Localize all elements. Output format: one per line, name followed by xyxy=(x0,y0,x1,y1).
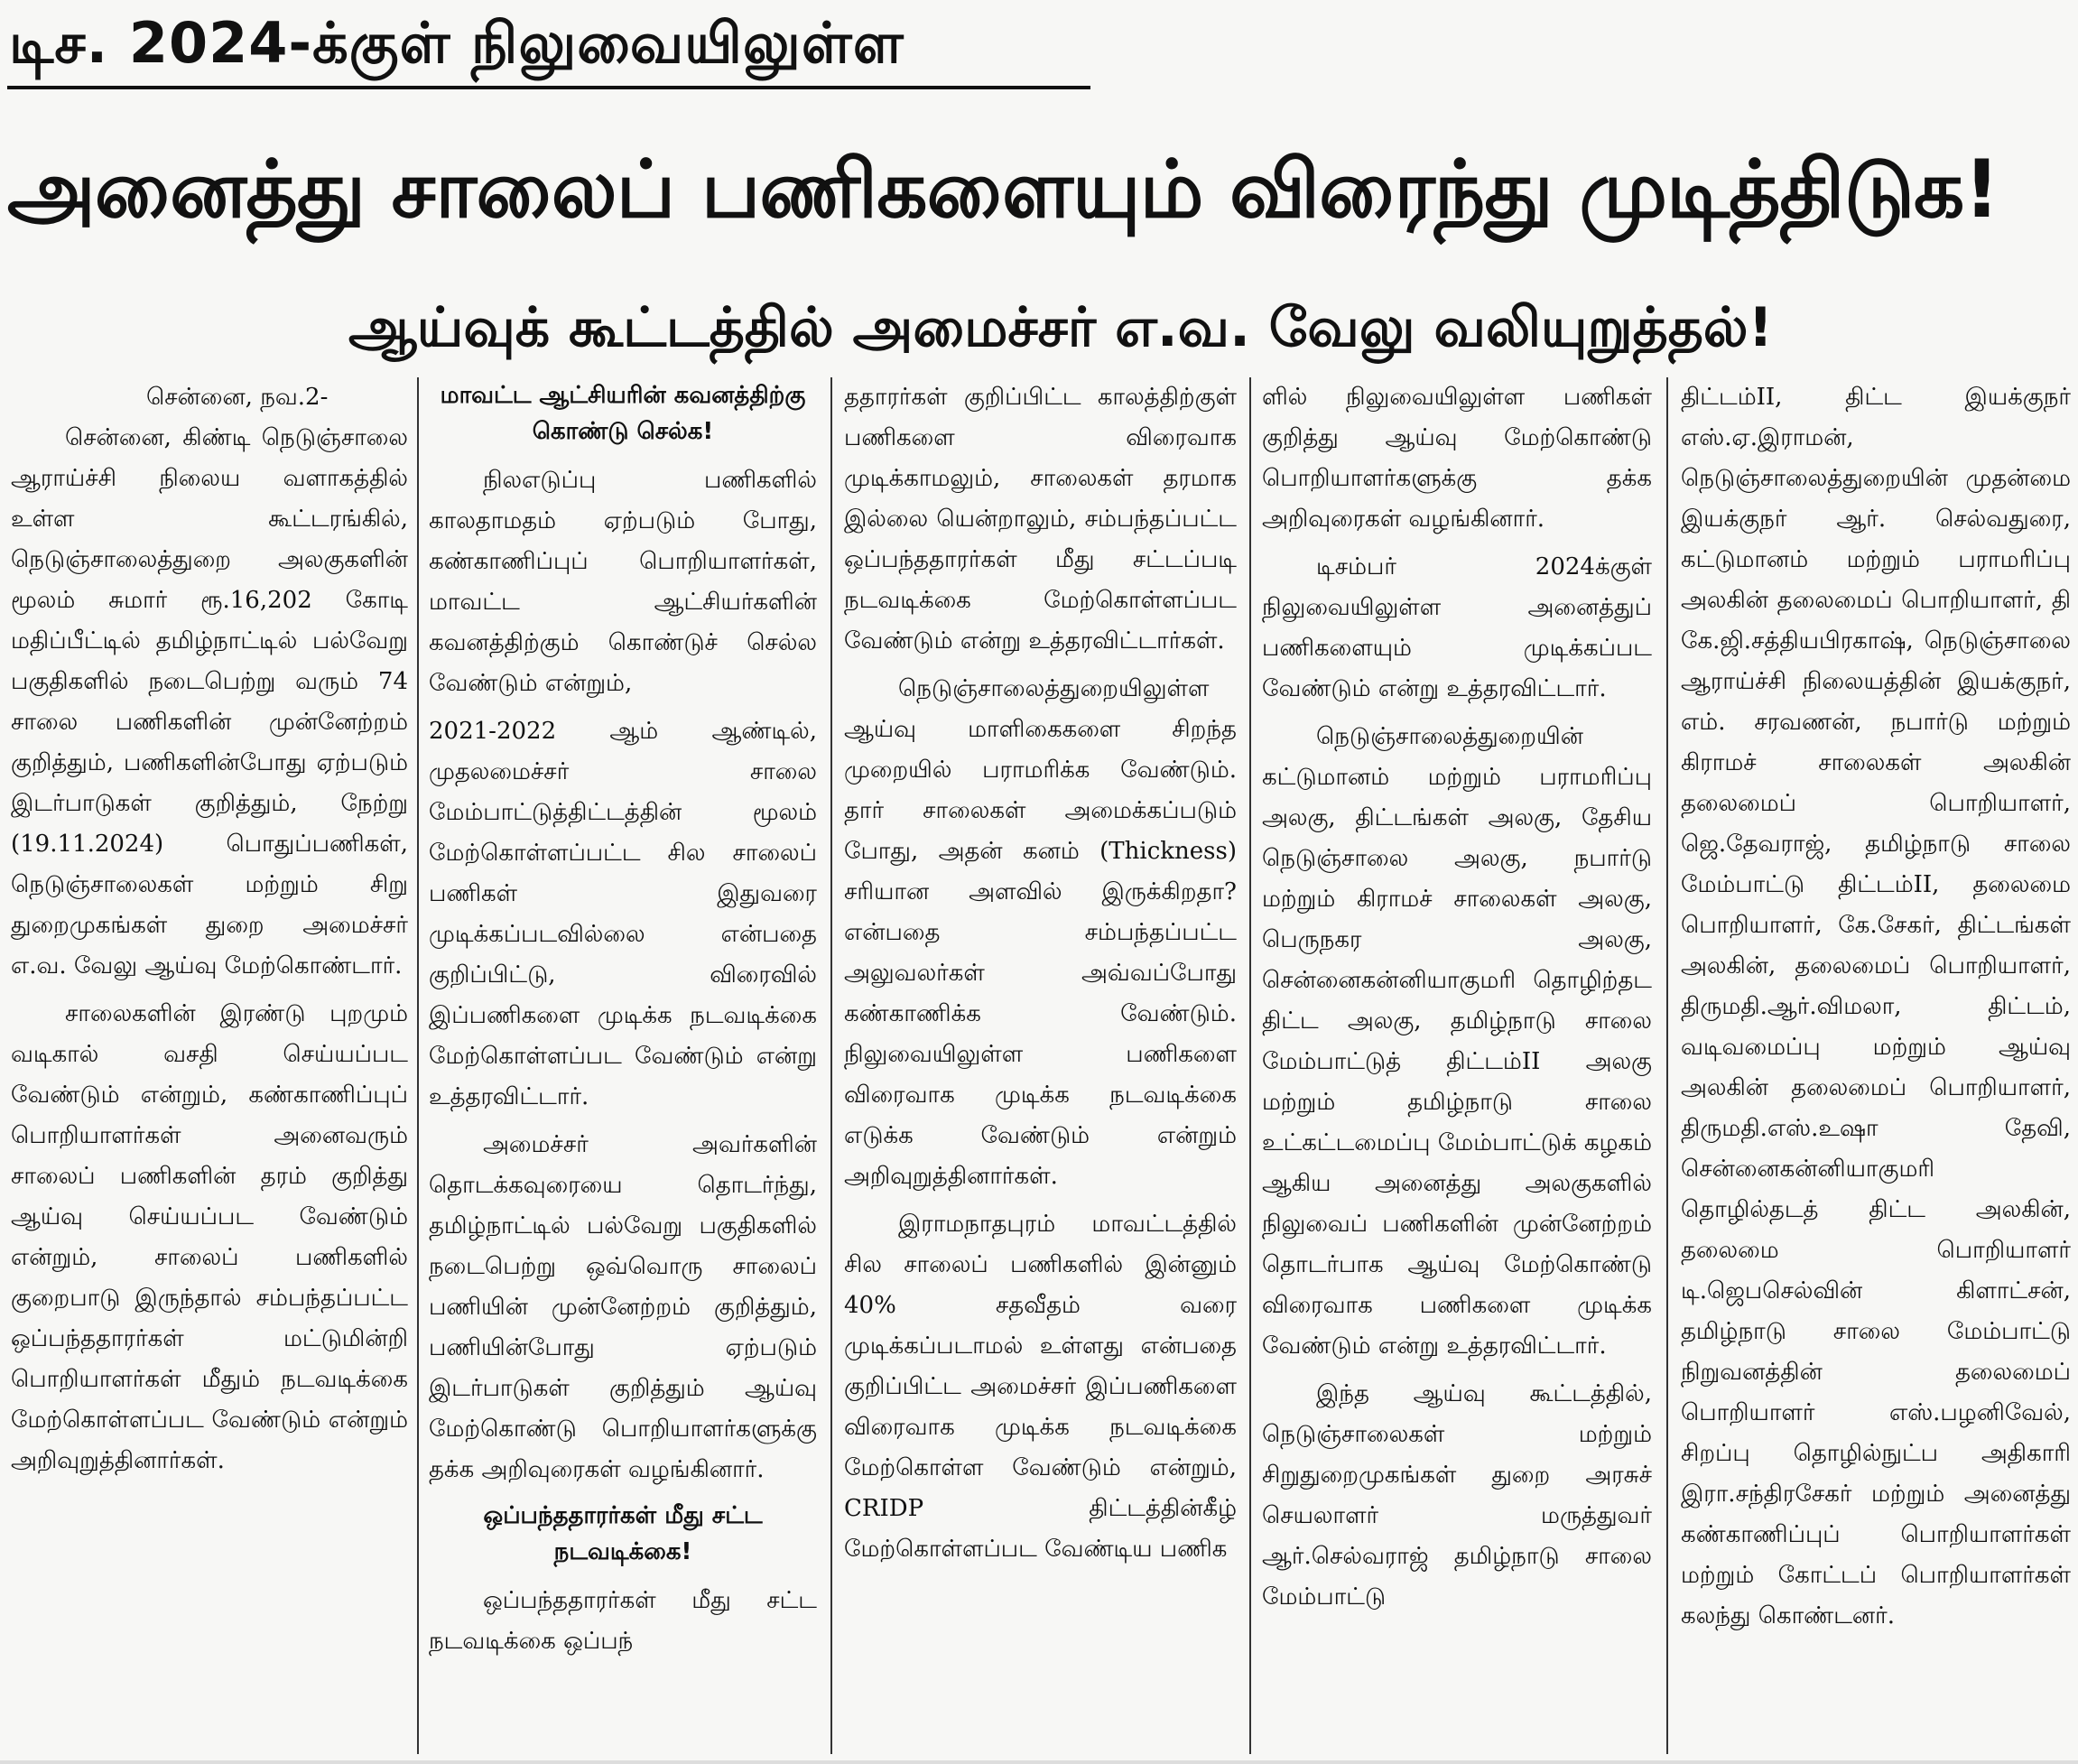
paragraph: ததாரர்கள் குறிப்பிட்ட காலத்திற்குள் பணிகளை விரைவாக முடிக்காமலும், சாலைகள் தரமாக இல்லை யென்றாலும், சம்பந்தப்பட்ட ஒப்பந்ததாரர்கள் மீது சட்டப்படி நடவடிக்கை மேற்கொள்ளப்பட வேண்டும் என்று உத்தரவிட்டார்கள். xyxy=(844,384,1237,655)
kicker-headline: டிச. 2024-க்குள் நிலுவையிலுள்ள xyxy=(9,10,904,76)
section-subheading: மாவட்ட ஆட்சியரின் கவனத்திற்கு கொண்டு செல்க! xyxy=(440,382,806,445)
paragraph: திட்டம்II, திட்ட இயக்குநர் எஸ்.ஏ.இராமன், நெடுஞ்சாலைத்துறையின் முதன்மை இயக்குநர் ஆர். செல்வதுரை, கட்டுமானம் மற்றும் பராமரிப்பு அலகின் தலைமைப் பொறியாளர், தி கே.ஜி.சத்தியபிரகாஷ், நெடுஞ்சாலை ஆராய்ச்சி நிலையத்தின் இயக்குநர், எம். சரவணன், நபார்டு மற்றும் கிராமச் சாலைகள் அலகின் தலைமைப் பொறியாளர், ஜெ.தேவராஜ், தமிழ்நாடு சாலை மேம்பாட்டு திட்டம்II, தலைமை பொறியாளர், கே.சேகர், திட்டங்கள் அலகின், தலைமைப் பொறியாளர், திருமதி.ஆர்.விமலா, திட்டம், வடிவமைப்பு மற்றும் ஆய்வு அலகின் தலைமைப் பொறியாளர், திருமதி.எஸ்.உஷா தேவி, சென்னைகன்னியாகுமரி தொழில்தடத் திட்ட அலகின், தலைமை பொறியாளர் டி.ஜெபசெல்வின் கிளாட்சன், தமிழ்நாடு சாலை மேம்பாட்டு நிறுவனத்தின் தலைமைப் பொறியாளர் எஸ்.பழனிவேல், சிறப்பு தொழில்நுட்ப அதிகாரி இரா.சந்திரசேகர் மற்றும் அனைத்து கண்காணிப்புப் பொறியாளர்கள் மற்றும் கோட்டப் பொறியாளர்கள் கலந்து கொண்டனர். xyxy=(1681,384,2071,1629)
section-subheading: ஒப்பந்ததாரர்கள் மீது சட்ட நடவடிக்கை! xyxy=(483,1502,763,1565)
page-bottom-edge xyxy=(0,1760,2078,1764)
article-column-2 xyxy=(429,377,817,1759)
paragraph: ஒப்பந்ததாரர்கள் மீது சட்ட நடவடிக்கை ஒப்பந் xyxy=(429,1587,817,1655)
paragraph: நிலஎடுப்பு பணிகளில் காலதாமதம் ஏற்படும் போது, கண்காணிப்புப் பொறியாளர்கள், மாவட்ட ஆட்சியர்களின் கவனத்திற்கும் கொண்டுச் செல்ல வேண்டும் என்றும், xyxy=(429,467,817,697)
sub-headline: ஆய்வுக் கூட்டத்தில் அமைச்சர் எ.வ. வேலு வலியுறுத்தல்! xyxy=(348,296,1773,359)
paragraph: இந்த ஆய்வு கூட்டத்தில், நெடுஞ்சாலைகள் மற்றும் சிறுதுறைமுகங்கள் துறை அரசுச் செயலாளர் மருத்துவர் ஆர்.செல்வராஜ் தமிழ்நாடு சாலை மேம்பாட்டு xyxy=(1262,1380,1652,1611)
paragraph: டிசம்பர் 2024க்குள் நிலுவையிலுள்ள அனைத்துப் பணிகளையும் முடிக்கப்பட வேண்டும் என்று உத்தரவிட்டார். xyxy=(1262,553,1652,702)
column-divider xyxy=(417,377,419,1754)
article-column-4 xyxy=(1262,377,1652,1759)
article-column-5 xyxy=(1681,377,2071,1759)
paragraph: நெடுஞ்சாலைத்துறையின் கட்டுமானம் மற்றும் பராமரிப்பு அலகு, திட்டங்கள் அலகு, தேசிய நெடுஞ்சாலை அலகு, நபார்டு மற்றும் கிராமச் சாலைகள் அலகு, பெருநகர அலகு, சென்னைகன்னியாகுமரி தொழிற்தட திட்ட அலகு, தமிழ்நாடு சாலை மேம்பாட்டுத் திட்டம்II அலகு மற்றும் தமிழ்நாடு சாலை உட்கட்டமைப்பு மேம்பாட்டுக் கழகம் ஆகிய அனைத்து அலகுகளில் நிலுவைப் பணிகளின் முன்னேற்றம் தொடர்பாக ஆய்வு மேற்கொண்டு விரைவாக பணிகளை முடிக்க வேண்டும் என்று உத்தரவிட்டார். xyxy=(1262,723,1652,1360)
column-divider xyxy=(1249,377,1251,1754)
kicker-underline xyxy=(7,86,1090,89)
paragraph: அமைச்சர் அவர்களின் தொடக்கவுரையை தொடர்ந்து, தமிழ்நாட்டில் பல்வேறு பகுதிகளில் நடைபெற்று ஒவ்வொரு சாலைப் பணியின் முன்னேற்றம் குறித்தும், பணியின்போது ஏற்படும் இடர்பாடுகள் குறித்தும் ஆய்வு மேற்கொண்டு பொறியாளர்களுக்கு தக்க அறிவுரைகள் வழங்கினார். xyxy=(429,1131,817,1483)
article-column-1 xyxy=(11,377,408,1759)
paragraph: 2021-2022 ஆம் ஆண்டில், முதலமைச்சர் சாலை மேம்பாட்டுத்திட்டத்தின் மூலம் மேற்கொள்ளப்பட்ட சில சாலைப் பணிகள் இதுவரை முடிக்கப்படவில்லை என்பதை குறிப்பிட்டு, விரைவில் இப்பணிகளை முடிக்க நடவடிக்கை மேற்கொள்ளப்பட வேண்டும் என்று உத்தரவிட்டார். xyxy=(429,718,817,1110)
dateline: சென்னை, நவ.2- xyxy=(146,384,329,411)
article-column-3 xyxy=(844,377,1237,1759)
column-divider xyxy=(830,377,832,1754)
paragraph: சென்னை, கிண்டி நெடுஞ்சாலை ஆராய்ச்சி நிலைய வளாகத்தில் உள்ள கூட்டரங்கில், நெடுஞ்சாலைத்துறை அலகுகளின் மூலம் சுமார் ரூ.16,202 கோடி மதிப்பீட்டில் தமிழ்நாட்டில் பல்வேறு பகுதிகளில் நடைபெற்று வரும் 74 சாலை பணிகளின் முன்னேற்றம் குறித்தும், பணிகளின்போது ஏற்படும் இடர்பாடுகள் குறித்தும், நேற்று (19.11.2024) பொதுப்பணிகள், நெடுஞ்சாலைகள் மற்றும் சிறு துறைமுகங்கள் துறை அமைச்சர் எ.வ. வேலு ஆய்வு மேற்கொண்டார். xyxy=(11,424,408,979)
column-divider xyxy=(1666,377,1668,1754)
paragraph: இராமநாதபுரம் மாவட்டத்தில் சில சாலைப் பணிகளில் இன்னும் 40% சதவீதம் வரை முடிக்கப்படாமல் உள்ளது என்பதை குறிப்பிட்ட அமைச்சர் இப்பணிகளை விரைவாக முடிக்க நடவடிக்கை மேற்கொள்ள வேண்டும் என்றும், CRIDP திட்டத்தின்கீழ் மேற்கொள்ளப்பட வேண்டிய பணிக xyxy=(844,1211,1237,1563)
main-headline: அனைத்து சாலைப் பணிகளையும் விரைந்து முடித்திடுக! xyxy=(7,143,1999,236)
paragraph: ளில் நிலுவையிலுள்ள பணிகள் குறித்து ஆய்வு மேற்கொண்டு பொறியாளர்களுக்கு தக்க அறிவுரைகள் வழங்கினார். xyxy=(1262,384,1652,533)
paragraph: நெடுஞ்சாலைத்துறையிலுள்ள ஆய்வு மாளிகைகளை சிறந்த முறையில் பராமரிக்க வேண்டும். தார் சாலைகள் அமைக்கப்படும் போது, அதன் கனம் (Thickness) சரியான அளவில் இருக்கிறதா? என்பதை சம்பந்தப்பட்ட அலுவலர்கள் அவ்வப்போது கண்காணிக்க வேண்டும். நிலுவையிலுள்ள பணிகளை விரைவாக முடிக்க நடவடிக்கை எடுக்க வேண்டும் என்றும் அறிவுறுத்தினார்கள். xyxy=(844,675,1237,1190)
paragraph: சாலைகளின் இரண்டு புறமும் வடிகால் வசதி செய்யப்பட வேண்டும் என்றும், கண்காணிப்புப் பொறியாளர்கள் அனைவரும் சாலைப் பணிகளின் தரம் குறித்து ஆய்வு செய்யப்பட வேண்டும் என்றும், சாலைப் பணிகளில் குறைபாடு இருந்தால் சம்பந்தப்பட்ட ஒப்பந்ததாரர்கள் மட்டுமின்றி பொறியாளர்கள் மீதும் நடவடிக்கை மேற்கொள்ளப்பட வேண்டும் என்றும் அறிவுறுத்தினார்கள். xyxy=(11,1000,408,1474)
